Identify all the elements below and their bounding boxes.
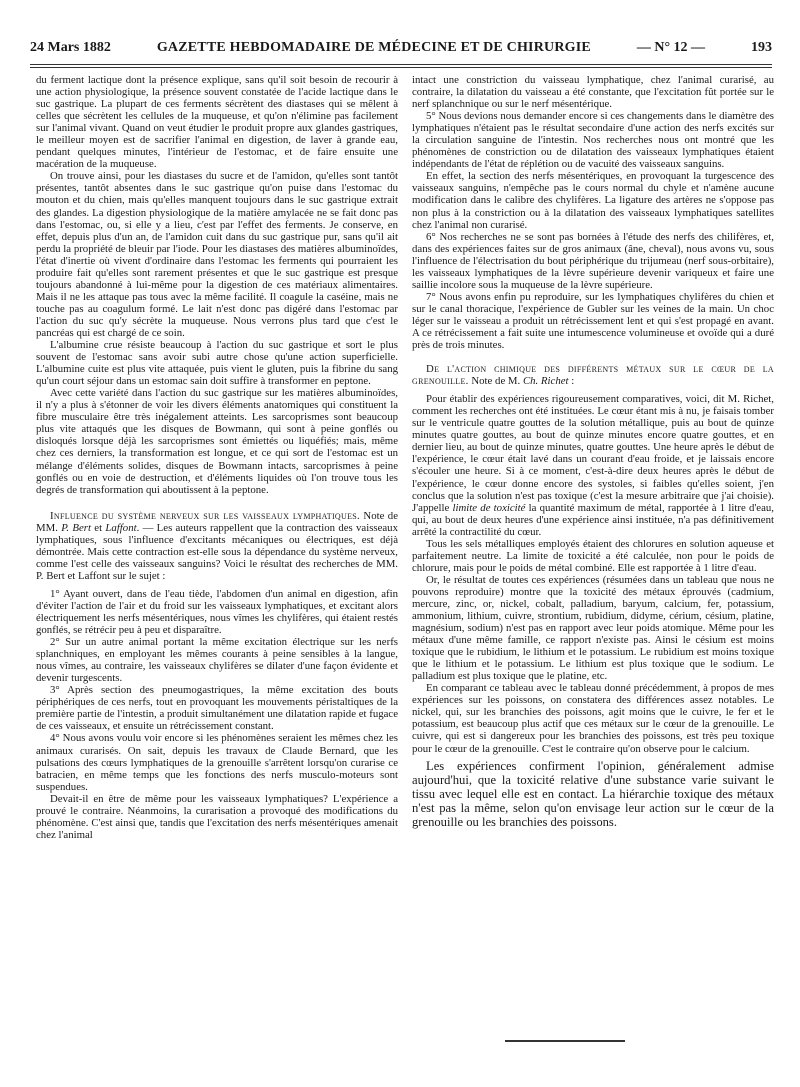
list-item: 4° Nous avons voulu voir encore si les phénomènes seraient les mêmes chez les animaux curarisés. On sait, depuis les travaux de Claude Bernard, que les pulsations des cœurs lymphatiques de la grenouille s'arrêtent lorsqu'on curarise ce batracien, en même temps que les fonctions des nerfs musculo-moteurs sont suspendues.	[36, 732, 398, 793]
list-item: 1° Ayant ouvert, dans de l'eau tiède, l'abdomen d'un animal en digestion, afin d'éviter l'action de l'air et du froid sur les vaisseaux lymphatiques, et excitant alors électriquement les nerfs mésentériques, nous vîmes les chylifères, qui étaient restés gonflés, se rétrécir peu à peu et disparaître.	[36, 587, 398, 637]
left-column	[36, 74, 398, 841]
header-rule-bottom	[30, 67, 772, 68]
right-column	[412, 74, 774, 830]
issue-date: 24 Mars 1882	[30, 40, 111, 55]
emphasis: limite de toxicité	[452, 501, 526, 514]
conclusion-block	[412, 759, 774, 830]
paragraph: Tous les sels métalliques employés étaient des chlorures en solution aqueuse et parfaitement neutre. La limite de toxicité a été calculée, non pour le poids de chlorure, mais pour le poids de métal combiné. Elle est rapportée à 1 litre d'eau.	[412, 537, 774, 574]
paragraph: Or, le résultat de toutes ces expériences (résumées dans un tableau que nous ne pouvons reproduire) montre que la toxicité des métaux éprouvés (cadmium, mercure, zinc, or, nickel, cobalt, palladium, baryum, calcium, fer, potassium, ammonium, lithium, cuivre, strontium, rubidium, didyme, cérium, césium, platine, magnésium, sodium) n'est pas en rapport avec leur poids atomique. Même pour les métaux d'une même famille, ce rapport n'existe pas. Ainsi le césium est moins toxique que le rubidium, le lithium et le potassium. Le rubidium est moins toxique que le lithium et le potassium. Le lithium est plus toxique que le sodium. Le palladium est plus toxique que le platine, etc.	[412, 573, 774, 683]
paragraph: 6° Nos recherches ne se sont pas bornées à l'étude des nerfs des chilifères, et, dans des expériences faites sur de gros animaux (âne, cheval), nous avons vu, sous l'influence de l'électrisation du bout périphérique du trijumeau (nerf sous-orbitaire), les vaisseaux lymphatiques de la lèvre supérieure devenir variqueux et faire une saillie incolore sous la muqueuse de la lèvre supérieure.	[412, 230, 774, 291]
paragraph: 7° Nous avons enfin pu reproduire, sur les lymphatiques chylifères du chien et sur le canal thoracique, l'expérience de Gubler sur les veines de la main. Un choc léger sur le vaisseau a produit un rétrécissement lent et qui s'est propagé en avant. A ce rétrécissement a fait suite une intumescence volumineuse et ovoïde qui a duré près de trois minutes.	[412, 290, 774, 352]
conclusion-paragraph: Les expériences confirment l'opinion, généralement admise aujourd'hui, que la toxicité relative d'une substance varie suivant le tissu avec lequel elle est en contact. La hiérarchie toxique des métaux n'est pas la même, selon qu'on envisage leur action sur le cœur de la grenouille ou les branchies des poissons.	[412, 758, 774, 830]
paragraph: On trouve ainsi, pour les diastases du sucre et de l'amidon, qu'elles sont tantôt présentes, tantôt absentes dans le suc gastrique qu'on puise dans l'estomac du mouton et du chien, mais qu'elles manquent toujours dans le suc gastrique extrait des glandes. La digestion physiologique de la matière amylacée ne se fait donc pas dans l'estomac, ou, si elle y a lieu, c'est par l'effet des ferments. Je conserve, en effet, depuis plus d'un an, de l'amidon cuit dans du suc gastrique pur, sans qu'il ait perdu la propriété de bleuir par l'iode. Pour les diastases des matières albuminoïdes, l'état d'inertie où vivent d'ordinaire dans l'estomac les ferments qui pourraient les produire fait qu'elles sont rarement présentes et que le suc gastrique est presque toujours abandonné à lui-même pour la digestion de ces matériaux alimentaires. Mais il ne les attaque pas tous avec la même facilité. Il coagule la caséine, mais ne touche pas au coagulum formé. Le lait n'est donc pas digéré dans l'estomac par l'action du suc qu'y sécrète la muqueuse. Nous verrons plus tard que c'est le pancréas qui est chargé de ce soin.	[36, 170, 398, 339]
list-item: 3° Après section des pneumogastriques, la même excitation des bouts périphériques de ces nerfs, tout en provoquant les mouvements péristaltiques de la première partie de l'intestin, a produit simultanément une dilatation rapide et fugace de ces vaisseaux, et ensuite un rétrécissement constant.	[36, 684, 398, 733]
author-name: P. Bert	[61, 521, 91, 534]
paragraph: 5° Nous devions nous demander encore si ces changements dans le diamètre des lymphatiques n'étaient pas le résultat secondaire d'une action des nerfs excités sur la circulation sanguine de l'intestin. Nos recherches nous ont montré que les phénomènes de constriction ou de dilatation des vaisseaux lymphatiques étaient indépendants de l'état de réplétion ou de vacuité des vaisseaux sanguins.	[412, 110, 774, 171]
list-item: 2° Sur un autre animal portant la même excitation électrique sur les nerfs splanchniques, en employant les mêmes courants à peine sensibles à la langue, nous vîmes, au contraire, les vaisseaux chylifères se dilater d'une façon évidente et devenir turgescents.	[36, 636, 398, 685]
paragraph: En effet, la section des nerfs mésentériques, en provoquant la turgescence des vaisseaux sanguins, n'empêche pas le cours normal du chyle et n'amène aucune modification dans le calibre des chylifères. La ligature des artères ne s'oppose pas non plus à la constriction ou à la dilatation des vaisseaux lymphatiques satellites chez l'animal non curarisé.	[412, 170, 774, 231]
journal-title: GAZETTE HEBDOMADAIRE DE MÉDECINE ET DE CHIRURGIE	[156, 40, 591, 55]
paragraph: Pour établir des expériences rigoureusement comparatives, voici, dit M. Richet, comment les recherches ont été instituées. Le cœur étant mis à nu, je faisais tomber sur le ventricule quatre gouttes de la solution métallique, puis au bout de quinze minutes quatre gouttes, au bout de quinze minutes encore quatre gouttes, et en dernier lieu, au bout de quinze minutes, quatre gouttes. Une heure après le début de l'expérience, le cœur était lavé dans un courant d'eau froide, et je laissais encore s'écouler une heure. Si à ce moment, c'est-à-dire deux heures après le début de l'expérience, le cœur donne encore des systoles, si faibles qu'elles soient, j'en conclus que la solution n'est pas toxique (c'est la mesure arbitraire que j'ai choisie). J'appelle limite de toxicité la quantité maximum de métal, rapportée à 1 litre d'eau, qui, au bout de deux heures d'une expérience ainsi instituée, n'a pas définitivement arrêté la contractilité du cœur.	[412, 393, 774, 538]
section-heading-lymphatiques: Influence du système nerveux sur les vaisseaux lymphatiques. Note de MM. P. Bert et Laffont. — Les auteurs rappellent que la contraction des vaisseaux lymphatiques, sous l'influence d'excitants mécaniques ou électriques, est déjà démontrée. Mais cette contraction est-elle sous la dépendance du système nerveux, comme l'est celle des vaisseaux sanguins? Voici le résultat des recherches de MM. P. Bert et Laffont sur le sujet :	[36, 509, 398, 582]
paragraph: En comparant ce tableau avec le tableau donné précédemment, à propos de mes expériences sur les poissons, on constatera des différences assez notables. Le nickel, qui, sur les branchies des poissons, agit moins que le cuivre, le fer et le potassium, est beaucoup plus actif que ces métaux sur le cœur de la grenouille. Le cuivre, qui est si dangereux pour les branchies des poissons, est très peu toxique pour le cœur de la grenouille. C'est le contraire qu'on observe pour le calcium.	[412, 682, 774, 755]
end-rule	[505, 1040, 625, 1042]
paragraph: du ferment lactique dont la présence explique, sans qu'il soit besoin de recourir à une action physiologique, la présence souvent constatée de l'acide lactique dans le suc gastrique. La plupart de ces ferments sécrètent des diastases qui se mêlent à celles que sécrètent les cellules de la muqueuse, et qu'on n'élimine pas facilement sur l'animal vivant. Quand on veut étudier le produit propre aux glandes gastriques, le meilleur moyen est de sacrifier l'animal en digestion, de laver à grande eau, pendant quelques minutes, l'intérieur de l'estomac, et de faire ensuite une macération de la muqueuse.	[36, 74, 398, 171]
header-rule-top	[30, 64, 772, 65]
paragraph: intact une constriction du vaisseau lymphatique, chez l'animal curarisé, au contraire, la dilatation du vaisseau a été constante, que l'excitation fût portée sur le nerf splanchnique ou sur le nerf mésentérique.	[412, 74, 774, 111]
running-header	[30, 40, 772, 60]
paragraph: Devait-il en être de même pour les vaisseaux lymphatiques? L'expérience a prouvé le contraire. Néanmoins, la curarisation a provoqué des modifications du phénomène. C'est ainsi que, tandis que l'excitation des nerfs mésentériques amenait chez l'animal	[36, 792, 398, 841]
page-number: 193	[751, 40, 772, 55]
issue-number: — N° 12 —	[636, 40, 706, 55]
author-name: Ch. Richet	[522, 375, 569, 388]
section-title: De l'action chimique des différents métaux sur le cœur de la grenouille.	[412, 363, 774, 388]
section-heading-metaux: De l'action chimique des différents métaux sur le cœur de la grenouille. Note de M. Ch. Richet :	[412, 363, 774, 388]
section-title: Influence du système nerveux sur les vaisseaux lymphatiques.	[50, 509, 361, 522]
paragraph: L'albumine crue résiste beaucoup à l'action du suc gastrique et sort le plus souvent de l'estomac sans avoir subi autre chose qu'une action superficielle. L'albumine cuite est plus vite attaquée, puis vient le gluten, puis la fibrine du sang qu'un court séjour dans un estomac sain doit suffire à transformer en peptone.	[36, 339, 398, 388]
author-name: Laffont	[105, 521, 137, 534]
paragraph: Avec cette variété dans l'action du suc gastrique sur les matières albuminoïdes, il n'y a plus à s'étonner de voir les divers éléments anatomiques qui constituent la fibre musculaire être très inégalement atteints. Les sarcoprismes sont beaucoup plus vite attaqués que les disques de Bowmann, qui sont à peine gonflés ou disloqués lorsque déjà les sarcoprismes sont émiettés ou liquéfiés; mais, même chez ces derniers, la transformation est longue, et ce qui sort de l'estomac est un mélange d'éléments solides, disques de Bowmann intacts, sarcoprismes à peine gonflés ou en voie de destruction, et d'éléments liquides où l'on trouve tous les degrés de transformation qui aboutissent à la peptone.	[36, 387, 398, 496]
